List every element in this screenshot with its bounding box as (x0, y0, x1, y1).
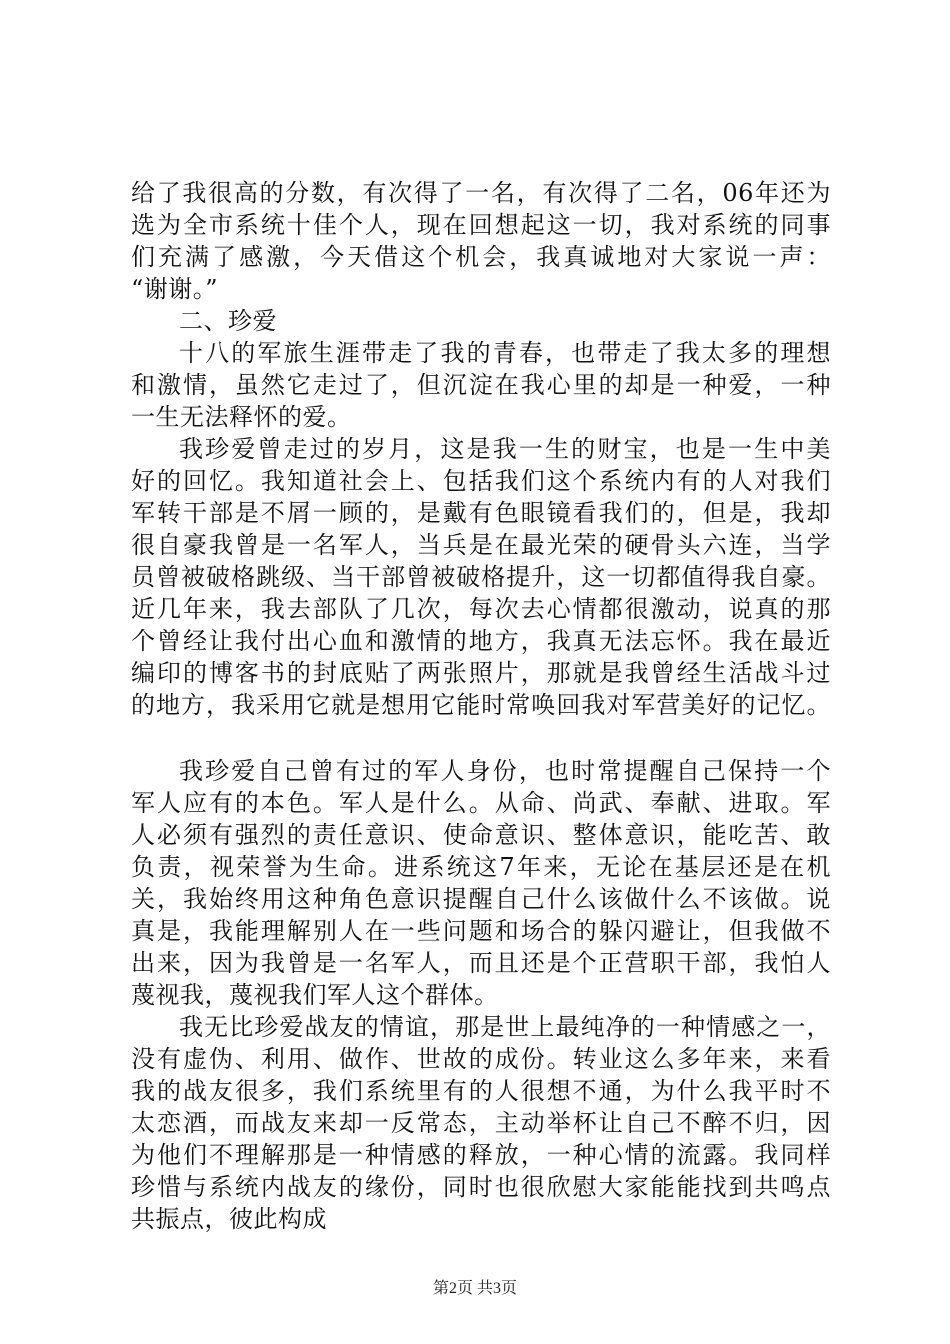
text-line: 编印的博客书的封底贴了两张照片，那就是我曾经生活战斗过 (131, 659, 831, 687)
text-line: 我珍爱自己曾有过的军人身份，也时常提醒自己保持一个 (179, 757, 831, 785)
text-line: 真是，我能理解别人在一些问题和场合的躲闪避让，但我做不 (131, 917, 831, 945)
text-line: 珍惜与系统内战友的缘份，同时也很欣慰大家能能找到共鸣点 (131, 1173, 831, 1201)
text-line: 给了我很高的分数，有次得了一名，有次得了二名，06年还为 (131, 179, 831, 207)
document-body (131, 177, 831, 1235)
text-line: 太恋酒，而战友来却一反常态，主动举杯让自己不醉不归，因 (131, 1109, 831, 1137)
text-line: 选为全市系统十佳个人，现在回想起这一切，我对系统的同事 (131, 211, 831, 239)
text-line: 蔑视我，蔑视我们军人这个群体。 (131, 981, 499, 1009)
text-line: 关，我始终用这种角色意识提醒自己什么该做什么不该做。说 (131, 885, 831, 913)
text-line: 员曾被破格跳级、当干部曾被破格提升，这一切都值得我自豪。 (131, 563, 831, 591)
text-line: 军转干部是不屑一顾的，是戴有色眼镜看我们的，但是，我却 (131, 499, 831, 527)
text-line: 近几年来，我去部队了几次，每次去心情都很激动，说真的那 (131, 595, 831, 623)
text-line: 人必须有强烈的责任意识、使命意识、整体意识，能吃苦、敢 (131, 821, 831, 849)
text-line: 共振点，彼此构成 (131, 1205, 327, 1233)
text-line: 们充满了感激，今天借这个机会，我真诚地对大家说一声： (131, 243, 831, 271)
text-line: 我珍爱曾走过的岁月，这是我一生的财宝，也是一生中美 (179, 435, 831, 463)
text-line: 十八的军旅生涯带走了我的青春，也带走了我太多的理想 (179, 339, 831, 367)
text-line: 个曾经让我付出心血和激情的地方，我真无法忘怀。我在最近 (131, 627, 831, 655)
text-line: 一生无法释怀的爱。 (131, 403, 352, 431)
text-line: 好的回忆。我知道社会上、包括我们这个系统内有的人对我们 (131, 467, 831, 495)
text-line: “谢谢。” (131, 275, 219, 303)
text-line: 为他们不理解那是一种情感的释放，一种心情的流露。我同样 (131, 1141, 831, 1169)
text-line: 负责，视荣誉为生命。进系统这7年来，无论在基层还是在机 (131, 853, 831, 881)
paragraph-gap (131, 721, 831, 755)
text-line: 很自豪我曾是一名军人，当兵是在最光荣的硬骨头六连，当学 (131, 531, 831, 559)
page-number: 第2页 共3页 (432, 1280, 517, 1297)
text-line: 我的战友很多，我们系统里有的人很想不通，为什么我平时不 (131, 1077, 831, 1105)
text-line: 和激情，虽然它走过了，但沉淀在我心里的却是一种爱，一种 (131, 371, 831, 399)
text-line: 的地方，我采用它就是想用它能时常唤回我对军营美好的记忆。 (131, 691, 831, 719)
text-line: 军人应有的本色。军人是什么。从命、尚武、奉献、进取。军 (131, 789, 831, 817)
section-heading: 二、珍爱 (179, 307, 277, 335)
text-line: 我无比珍爱战友的情谊，那是世上最纯净的一种情感之一， (179, 1013, 831, 1041)
page-footer (0, 1279, 950, 1299)
text-line: 出来，因为我曾是一名军人，而且还是个正营职干部，我怕人 (131, 949, 831, 977)
text-line: 没有虚伪、利用、做作、世故的成份。转业这么多年来，来看 (131, 1045, 831, 1073)
